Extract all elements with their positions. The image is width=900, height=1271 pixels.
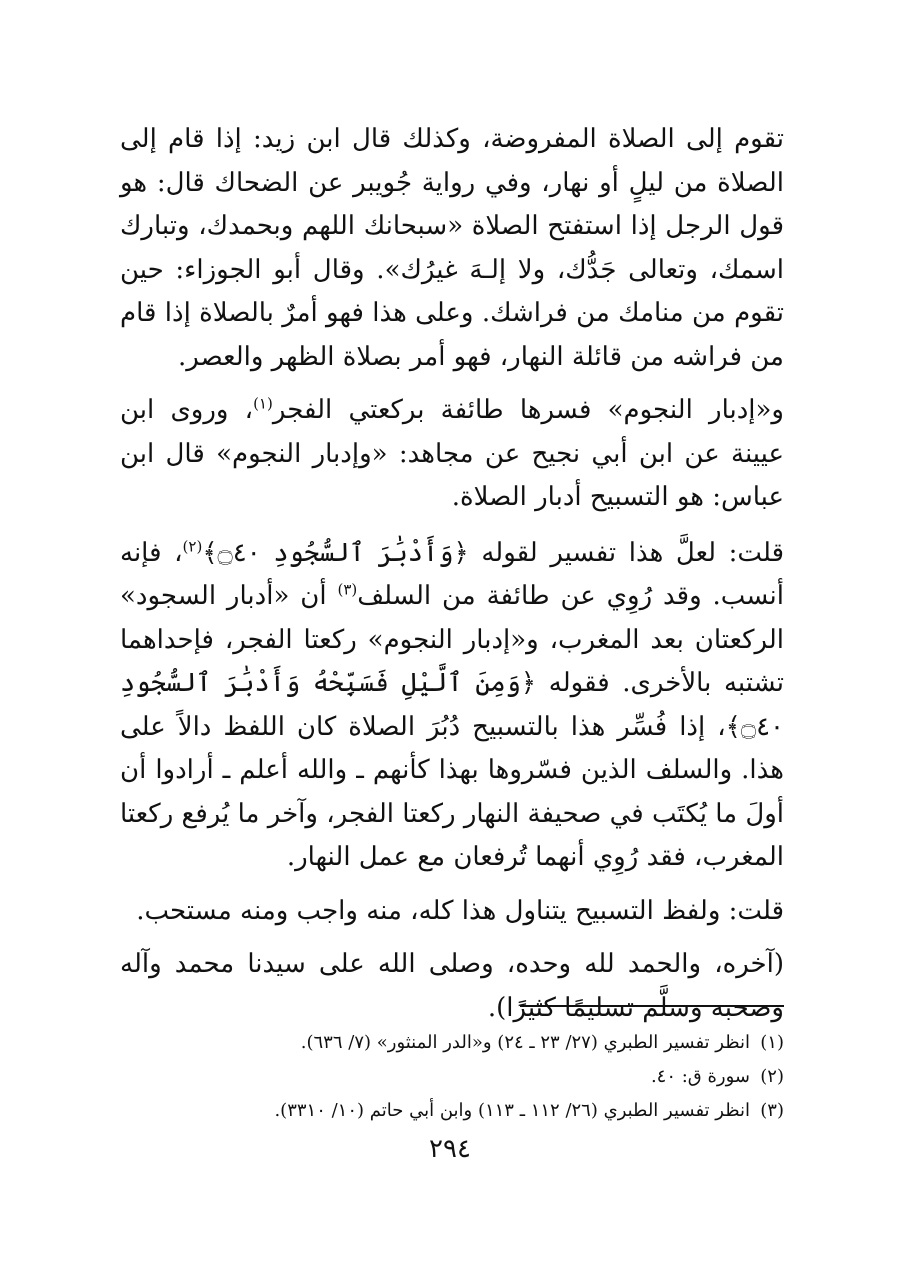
- footnote-ref-2[interactable]: (٢): [182, 536, 203, 555]
- footnotes: [120, 1026, 784, 1128]
- page-body: [120, 118, 784, 1030]
- paragraph-3-text-c: أن «أدبار السجود» الركعتان بعد المغرب، و«إدبار النجوم» ركعتا الفجر، فإحداهما تشتبه بالأخرى. فقوله: [120, 581, 785, 698]
- paragraph-2: [120, 389, 784, 520]
- quran-verse-2: ﴿وَمِنَ ٱلَّيْلِ فَسَبِّحْهُ وَأَدْبَٰرَ ٱلسُّجُودِ ۝٤٠﴾: [120, 668, 784, 742]
- paragraph-5: (آخره، والحمد لله وحده، وصلى الله على سيدنا محمد وآله وصحبه وسلَّم تسليمًا كثيرًا).: [120, 949, 784, 1023]
- footnote-1: [120, 1026, 784, 1060]
- footnote-divider: [520, 1005, 784, 1007]
- footnote-text: سورة ق: ٤٠.: [650, 1066, 750, 1087]
- paragraph-2-text-b: ، وروى ابن عيينة عن ابن أبي نجيح عن مجاهد: «وإدبار النجوم» قال ابن عباس: هو التسبيح أدبار الصلاة.: [120, 395, 784, 512]
- paragraph-1: تقوم إلى الصلاة المفروضة، وكذلك قال ابن زيد: إذا قام إلى الصلاة من ليلٍ أو نهار، وفي رواية جُويبر عن الضحاك قال: هو قول الرجل إذا استفتح الصلاة «سبحانك اللهم وبحمدك، وتبارك اسمك، وتعالى جَدُّك، ولا إلـهَ غيرُك». وقال أبو الجوزاء: حين تقوم من منامك من فراشك. وعلى هذا فهو أمرٌ بالصلاة إذا قام من فراشه من قائلة النهار، فهو أمر بصلاة الظهر والعصر.: [120, 124, 784, 372]
- footnote-2: [120, 1060, 784, 1094]
- paragraph-3-text-d: ، إذا فُسِّر هذا بالتسبيح دُبُرَ الصلاة كان اللفظ دالاً على هذا. والسلف الذين فسّروها بهذا كأنهم ـ والله أعلم ـ أرادوا أن أولَ ما يُكتَب في صحيفة النهار ركعتا الفجر، وآخر ما يُرفع ركعتا المغرب، فقد رُوِي أنهما تُرفعان مع عمل النهار.: [120, 711, 784, 872]
- page-number: ٢٩٤: [429, 1134, 471, 1164]
- paragraph-3: [120, 532, 784, 880]
- footnote-number: (٢): [760, 1066, 784, 1087]
- footnote-number: (١): [760, 1032, 784, 1053]
- footnote-text: انظر تفسير الطبري (٢٧/ ٢٣ ـ ٢٤) و«الدر المنثور» (٧/ ٦٣٦).: [300, 1032, 750, 1053]
- paragraph-4: قلت: ولفظ التسبيح يتناول هذا كله، منه واجب ومنه مستحب.: [136, 895, 784, 926]
- footnote-ref-3[interactable]: (٣): [337, 580, 358, 599]
- footnote-3: [120, 1094, 784, 1128]
- footnote-number: (٣): [760, 1100, 784, 1121]
- paragraph-2-text-a: و«إدبار النجوم» فسرها طائفة بركعتي الفجر: [272, 395, 784, 425]
- quran-verse-1: ﴿وَأَدْبَٰرَ ٱلسُّجُودِ ۝٤٠﴾: [202, 537, 469, 568]
- footnote-text: انظر تفسير الطبري (٢٦/ ١١٢ ـ ١١٣) وابن أبي حاتم (١٠/ ٣٣١٠).: [274, 1100, 750, 1121]
- footnote-ref-1[interactable]: (١): [253, 394, 273, 413]
- paragraph-3-text-b: ، فإنه أنسب. وقد رُوِي عن طائفة من السلف: [120, 537, 784, 611]
- paragraph-3-text-a: قلت: لعلَّ هذا تفسير لقوله: [468, 537, 784, 568]
